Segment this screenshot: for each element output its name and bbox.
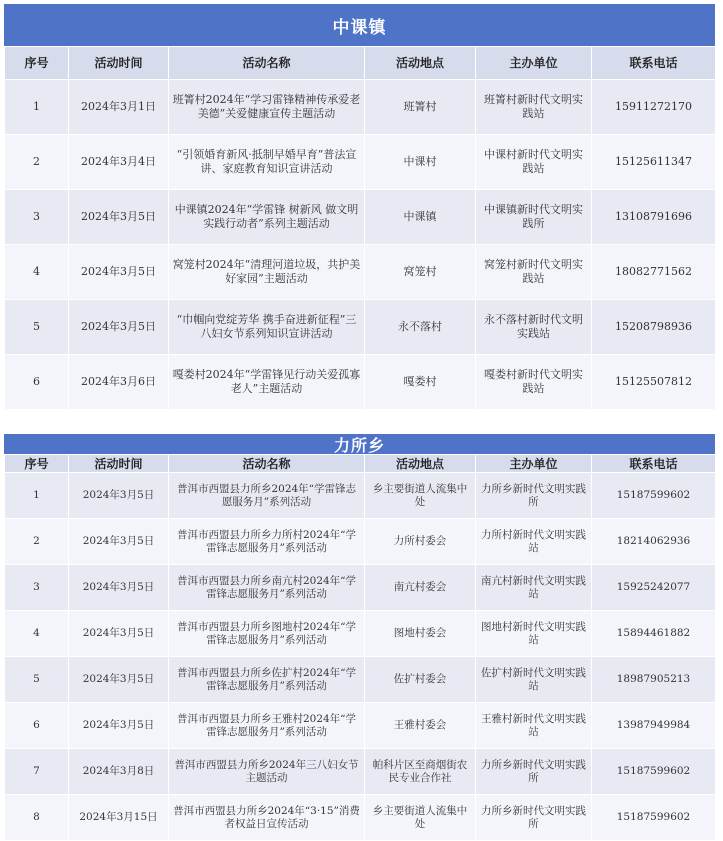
organizer: 图地村新时代文明实践站	[476, 611, 592, 657]
activity-location: 图地村委会	[365, 611, 476, 657]
activity-name: 普洱市西盟县力所乡佐扩村2024年“学雷锋志愿服务月”系列活动	[169, 657, 365, 703]
activity-date: 2024年3月5日	[69, 565, 169, 611]
col-header: 联系电话	[592, 47, 716, 80]
activity-location: 窝笼村	[365, 245, 476, 300]
activity-location: 乡主要街道人流集中处	[365, 795, 476, 841]
row-number: 3	[5, 565, 69, 611]
contact-phone: 15187599602	[592, 795, 716, 841]
table-row	[5, 519, 716, 565]
activity-location: 王雅村委会	[365, 703, 476, 749]
table-row	[5, 190, 716, 245]
activity-location: 乡主要街道人流集中处	[365, 473, 476, 519]
contact-phone: 18214062936	[592, 519, 716, 565]
col-header: 主办单位	[476, 455, 592, 473]
table-row	[5, 135, 716, 190]
activity-date: 2024年3月5日	[69, 473, 169, 519]
section-title: 中课镇	[4, 4, 715, 46]
activity-name: 普洱市西盟县力所乡2024年“3·15”消费者权益日宣传活动	[169, 795, 365, 841]
activity-location: 永不落村	[365, 300, 476, 355]
organizer: 南亢村新时代文明实践站	[476, 565, 592, 611]
activity-location: 帕科片区至商烟街农民专业合作社	[365, 749, 476, 795]
contact-phone: 15208798936	[592, 300, 716, 355]
row-number: 5	[5, 300, 69, 355]
table-row	[5, 245, 716, 300]
table-row	[5, 611, 716, 657]
activity-date: 2024年3月5日	[69, 245, 169, 300]
table-row	[5, 355, 716, 410]
row-number: 8	[5, 795, 69, 841]
activity-date: 2024年3月5日	[69, 703, 169, 749]
organizer: 嘎娄村新时代文明实践站	[476, 355, 592, 410]
col-header: 活动时间	[69, 455, 169, 473]
table-row	[5, 703, 716, 749]
activity-name: “引领婚育新风·抵制早婚早育”普法宣讲、家庭教育知识宣讲活动	[169, 135, 365, 190]
activity-table	[4, 46, 716, 410]
activity-name: “巾帼向党绽芳华 携手奋进新征程”三八妇女节系列知识宣讲活动	[169, 300, 365, 355]
organizer: 力所乡新时代文明实践所	[476, 473, 592, 519]
activity-location: 嘎娄村	[365, 355, 476, 410]
section-title: 力所乡	[4, 434, 715, 454]
activity-name: 班箐村2024年“学习雷锋精神传承爱老美德”关爱健康宣传主题活动	[169, 80, 365, 135]
activity-date: 2024年3月1日	[69, 80, 169, 135]
activity-date: 2024年3月15日	[69, 795, 169, 841]
section-zhongke	[4, 4, 715, 410]
contact-phone: 15911272170	[592, 80, 716, 135]
activity-date: 2024年3月6日	[69, 355, 169, 410]
activity-date: 2024年3月5日	[69, 657, 169, 703]
col-header: 序号	[5, 47, 69, 80]
row-number: 6	[5, 355, 69, 410]
contact-phone: 18082771562	[592, 245, 716, 300]
organizer: 中课村新时代文明实践站	[476, 135, 592, 190]
activity-location: 佐扩村委会	[365, 657, 476, 703]
table-row	[5, 80, 716, 135]
activity-date: 2024年3月5日	[69, 300, 169, 355]
contact-phone: 15125611347	[592, 135, 716, 190]
activity-location: 中课村	[365, 135, 476, 190]
contact-phone: 15894461882	[592, 611, 716, 657]
table-row	[5, 749, 716, 795]
col-header: 活动名称	[169, 455, 365, 473]
row-number: 1	[5, 80, 69, 135]
col-header: 活动地点	[365, 47, 476, 80]
contact-phone: 15925242077	[592, 565, 716, 611]
activity-name: 中课镇2024年“学雷锋 树新风 做文明实践行动者”系列主题活动	[169, 190, 365, 245]
activity-location: 力所村委会	[365, 519, 476, 565]
activity-location: 南亢村委会	[365, 565, 476, 611]
activity-location: 班箐村	[365, 80, 476, 135]
contact-phone: 15187599602	[592, 749, 716, 795]
organizer: 班箐村新时代文明实践站	[476, 80, 592, 135]
col-header: 序号	[5, 455, 69, 473]
activity-name: 普洱市西盟县力所乡力所村2024年“学雷锋志愿服务月”系列活动	[169, 519, 365, 565]
table-row	[5, 565, 716, 611]
row-number: 2	[5, 135, 69, 190]
activity-name: 普洱市西盟县力所乡图地村2024年“学雷锋志愿服务月”系列活动	[169, 611, 365, 657]
activity-date: 2024年3月5日	[69, 611, 169, 657]
contact-phone: 13108791696	[592, 190, 716, 245]
activity-date: 2024年3月5日	[69, 190, 169, 245]
col-header: 活动时间	[69, 47, 169, 80]
table-row	[5, 795, 716, 841]
row-number: 5	[5, 657, 69, 703]
header-row	[5, 455, 716, 473]
organizer: 王雅村新时代文明实践站	[476, 703, 592, 749]
row-number: 6	[5, 703, 69, 749]
row-number: 7	[5, 749, 69, 795]
contact-phone: 15187599602	[592, 473, 716, 519]
organizer: 力所乡新时代文明实践所	[476, 795, 592, 841]
col-header: 联系电话	[592, 455, 716, 473]
col-header: 活动名称	[169, 47, 365, 80]
activity-date: 2024年3月8日	[69, 749, 169, 795]
activity-table	[4, 454, 716, 841]
table-row	[5, 300, 716, 355]
activity-location: 中课镇	[365, 190, 476, 245]
activity-name: 普洱市西盟县力所乡王雅村2024年“学雷锋志愿服务月”系列活动	[169, 703, 365, 749]
table-row	[5, 473, 716, 519]
organizer: 永不落村新时代文明实践站	[476, 300, 592, 355]
organizer: 力所乡新时代文明实践所	[476, 749, 592, 795]
row-number: 3	[5, 190, 69, 245]
col-header: 活动地点	[365, 455, 476, 473]
col-header: 主办单位	[476, 47, 592, 80]
activity-date: 2024年3月4日	[69, 135, 169, 190]
activity-name: 普洱市西盟县力所乡南亢村2024年“学雷锋志愿服务月”系列活动	[169, 565, 365, 611]
organizer: 力所村新时代文明实践站	[476, 519, 592, 565]
row-number: 2	[5, 519, 69, 565]
table-row	[5, 657, 716, 703]
contact-phone: 18987905213	[592, 657, 716, 703]
activity-name: 嘎娄村2024年“学雷锋见行动关爱孤寡老人”主题活动	[169, 355, 365, 410]
contact-phone: 15125507812	[592, 355, 716, 410]
row-number: 4	[5, 611, 69, 657]
activity-name: 普洱市西盟县力所乡2024年“学雷锋志愿服务月”系列活动	[169, 473, 365, 519]
header-row	[5, 47, 716, 80]
section-lisuo	[4, 434, 715, 841]
activity-name: 普洱市西盟县力所乡2024年三八妇女节主题活动	[169, 749, 365, 795]
activity-date: 2024年3月5日	[69, 519, 169, 565]
organizer: 佐扩村新时代文明实践站	[476, 657, 592, 703]
row-number: 1	[5, 473, 69, 519]
row-number: 4	[5, 245, 69, 300]
activity-name: 窝笼村2024年“清理河道垃圾，共护美好家园”主题活动	[169, 245, 365, 300]
organizer: 窝笼村新时代文明实践站	[476, 245, 592, 300]
contact-phone: 13987949984	[592, 703, 716, 749]
organizer: 中课镇新时代文明实践所	[476, 190, 592, 245]
